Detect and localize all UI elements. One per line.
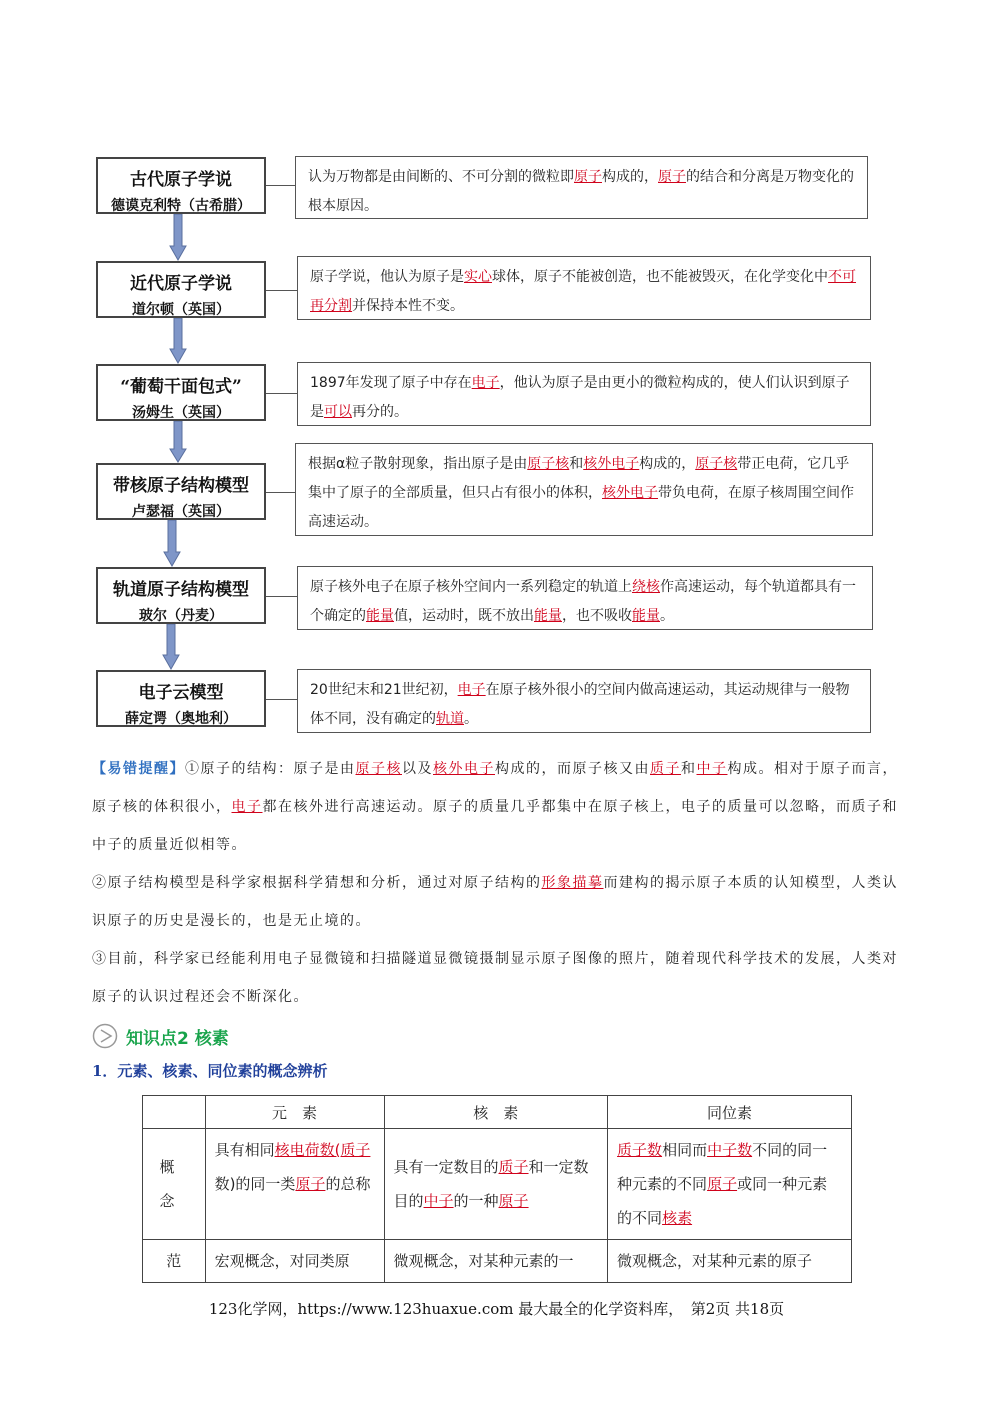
keyword-text: 中子: [423, 1192, 454, 1210]
body-text: 原子学说，他认为原子是: [310, 269, 464, 285]
table-header-row: [143, 1096, 852, 1129]
down-arrow-icon: [169, 318, 187, 364]
model-person: 卢瑟福（英国）: [132, 504, 230, 520]
body-text: 微观概念，对某种元素的一: [393, 1252, 574, 1270]
body-text: 认为万物都是由间断的、不可分割的微粒即: [308, 169, 574, 185]
down-arrow-icon: [162, 624, 180, 670]
body-text: 作高速运动，每个轨道都具有一个确定的: [310, 579, 856, 624]
keyword-text: 绕核: [632, 579, 660, 595]
body-text: 的结合和分离是万物变化的根本原因。: [308, 169, 854, 214]
model-person: 德谟克利特（古希腊）: [111, 198, 251, 214]
desc-box-4: [295, 443, 873, 536]
connector-line: [266, 393, 297, 394]
model-name: 轨道原子结构模型: [113, 580, 249, 600]
keyword-text: 核电荷数(质子: [274, 1141, 371, 1159]
model-box-4: [96, 463, 266, 520]
error-tips: [92, 750, 912, 1016]
model-person: 汤姆生（英国）: [132, 405, 230, 421]
keyword-text: 核外电子: [583, 456, 640, 472]
down-arrow-icon: [169, 421, 187, 463]
body-text: 1897年发现了原子中存在: [310, 375, 472, 391]
body-text: 数)的同一类: [214, 1175, 296, 1193]
keyword-text: 原子: [707, 1175, 738, 1193]
keyword-text: 电子: [471, 375, 500, 391]
model-box-6: [96, 670, 266, 727]
row-head-text: 概念: [159, 1158, 175, 1210]
keyword-text: 核外电子: [602, 485, 658, 501]
table-cell: [205, 1240, 384, 1283]
table-cell: [384, 1129, 608, 1240]
model-name: 古代原子学说: [130, 170, 232, 190]
body-text: 构成。相对于原子而言，原子核的体积很小，: [92, 761, 898, 815]
keyword-text: 原子: [574, 169, 602, 185]
keyword-text: 质子: [650, 761, 681, 777]
model-box-5: [96, 567, 266, 624]
model-person: 玻尔（丹麦）: [139, 608, 223, 624]
subtitle: 1．元素、核素、同位素的概念辨析: [92, 1062, 328, 1080]
model-name: 近代原子学说: [130, 274, 232, 294]
table-header: [143, 1096, 206, 1129]
body-text: 原子核外电子在原子核外空间内一系列稳定的轨道上: [310, 579, 632, 595]
body-text: 都在核外进行高速运动。原子的质量几乎都集中在原子核上，电子的质量可以忽略，而质子和中子的质量近似相等。: [92, 799, 898, 853]
connector-line: [266, 290, 297, 291]
body-text: 带负电荷，在原子核周围空间作高速运动。: [308, 485, 854, 530]
body-text: 构成的，而原子核又由: [495, 761, 650, 777]
desc-box-3: [297, 362, 871, 426]
table-row: [143, 1129, 852, 1240]
body-text: 构成的，: [602, 169, 658, 185]
keyword-text: 能量: [632, 608, 660, 624]
body-text: ，他认为原子是由更小的微粒构成的，使人们认识到原子是: [310, 375, 850, 420]
connector-line: [266, 596, 297, 597]
table-cell: [384, 1240, 608, 1283]
keyword-text: 原子: [498, 1192, 529, 1210]
model-name: 带核原子结构模型: [113, 476, 249, 496]
desc-box-5: [297, 566, 873, 630]
model-box-1: [96, 157, 266, 214]
table-header: 同位素: [608, 1096, 852, 1129]
body-text: 不同的同一种元素的不同: [617, 1141, 828, 1193]
connector-line: [266, 699, 297, 700]
keyword-text: 原子核: [527, 456, 570, 472]
body-text: 具有一定数目的: [393, 1158, 499, 1176]
body-text: ，也不吸收: [562, 608, 632, 624]
body-text: 的一种: [453, 1192, 499, 1210]
row-head: [143, 1129, 206, 1240]
body-text: 的总称: [325, 1175, 371, 1193]
body-text: 根据α粒子散射现象，指出原子是由: [308, 456, 528, 472]
keyword-text: 质子数: [617, 1141, 663, 1159]
row-head-text: 范: [166, 1252, 182, 1270]
body-text: 微观概念，对某种元素的原子: [617, 1252, 813, 1270]
body-text: 并保持本性不变。: [352, 298, 464, 314]
section-title: 知识点2 核素: [126, 1028, 229, 1049]
body-text: 20世纪末和21世纪初，: [310, 682, 458, 698]
model-box-3: [96, 364, 266, 421]
model-name: 电子云模型: [138, 683, 224, 703]
table-cell: [608, 1129, 852, 1240]
body-text: 在原子核外很小的空间内做高速运动，其运动规律与一般物体不同，没有确定的: [310, 682, 850, 727]
keyword-text: 可以: [324, 404, 352, 420]
connector-line: [266, 185, 295, 186]
body-text: 相同而: [662, 1141, 708, 1159]
body-text: 和一定数目的: [393, 1158, 589, 1210]
keyword-text: 原子: [658, 169, 686, 185]
play-circle-icon: [92, 1023, 118, 1049]
keyword-text: 实心: [464, 269, 492, 285]
keyword-text: 能量: [534, 608, 562, 624]
model-box-2: [96, 261, 266, 318]
body-text: 值，运动时，既不放出: [394, 608, 534, 624]
connector-line: [266, 492, 295, 493]
body-text: 。: [660, 608, 674, 624]
body-text: 球体，原子不能被创造，也不能被毁灭，在化学变化中: [492, 269, 828, 285]
keyword-text: 核素: [662, 1209, 693, 1227]
body-text: 构成的，: [639, 456, 696, 472]
tips-para-3: [92, 940, 912, 1016]
model-name: “葡萄干面包式”: [120, 377, 242, 397]
keyword-text: 核外电子: [433, 761, 495, 777]
keyword-text: 电子: [457, 682, 486, 698]
keyword-text: 原子核: [695, 456, 738, 472]
body-text: 具有相同: [214, 1141, 275, 1159]
down-arrow-icon: [163, 520, 181, 567]
concept-table: [142, 1095, 852, 1283]
desc-box-1: [295, 156, 868, 219]
body-text: 。: [464, 711, 478, 727]
tips-para-1: [92, 750, 912, 864]
body-text: 以及: [402, 761, 433, 777]
body-text: 和: [569, 456, 584, 472]
table-header: 元 素: [205, 1096, 384, 1129]
row-head: [143, 1240, 206, 1283]
tips-para-2: [92, 864, 912, 940]
keyword-text: 原子核: [355, 761, 402, 777]
tips-tag: 【易错提醒】: [92, 761, 185, 777]
body-text: 宏观概念，对同类原: [214, 1252, 350, 1270]
body-text: ③目前，科学家已经能利用电子显微镜和扫描隧道显微镜摄制显示原子图像的照片，随着现代科学技术的发展，人类对原子的认识过程还会不断深化。: [92, 951, 898, 1005]
keyword-text: 中子: [696, 761, 728, 777]
model-person: 道尔顿（英国）: [132, 302, 230, 318]
keyword-text: 轨道: [436, 711, 464, 727]
keyword-text: 质子: [498, 1158, 529, 1176]
table-header: 核 素: [384, 1096, 608, 1129]
desc-box-2: [297, 256, 871, 320]
keyword-text: 中子数: [707, 1141, 753, 1159]
table-cell: [205, 1129, 384, 1240]
keyword-text: 原子: [295, 1175, 326, 1193]
page-footer: 123化学网，https://www.123huaxue.com 最大最全的化学资料库， 第2页 共18页: [208, 1300, 785, 1318]
table-row: [143, 1240, 852, 1283]
desc-box-6: [297, 669, 871, 733]
body-text: 再分的。: [352, 404, 408, 420]
section-heading: [92, 1022, 229, 1050]
body-text: 带正电荷，它几乎集中了原子的全部质量，但只占有很小的体积，: [308, 456, 850, 501]
keyword-text: 能量: [366, 608, 394, 624]
body-text: ②原子结构模型是科学家根据科学猜想和分析，通过对原子结构的: [92, 875, 542, 891]
keyword-text: 形象描摹: [541, 875, 604, 891]
keyword-text: 电子: [231, 799, 263, 815]
keyword-text: 不可再分割: [310, 269, 856, 314]
table-cell: [608, 1240, 852, 1283]
body-text: 或同一种元素的不同: [617, 1175, 828, 1227]
body-text: 和: [681, 761, 697, 777]
body-text: ①原子的结构：原子是由: [185, 761, 356, 777]
body-text: 而建构的揭示原子本质的认知模型，人类认识原子的历史是漫长的，也是无止境的。: [92, 875, 898, 929]
model-person: 薛定谔（奥地利）: [125, 711, 237, 727]
down-arrow-icon: [169, 214, 187, 261]
